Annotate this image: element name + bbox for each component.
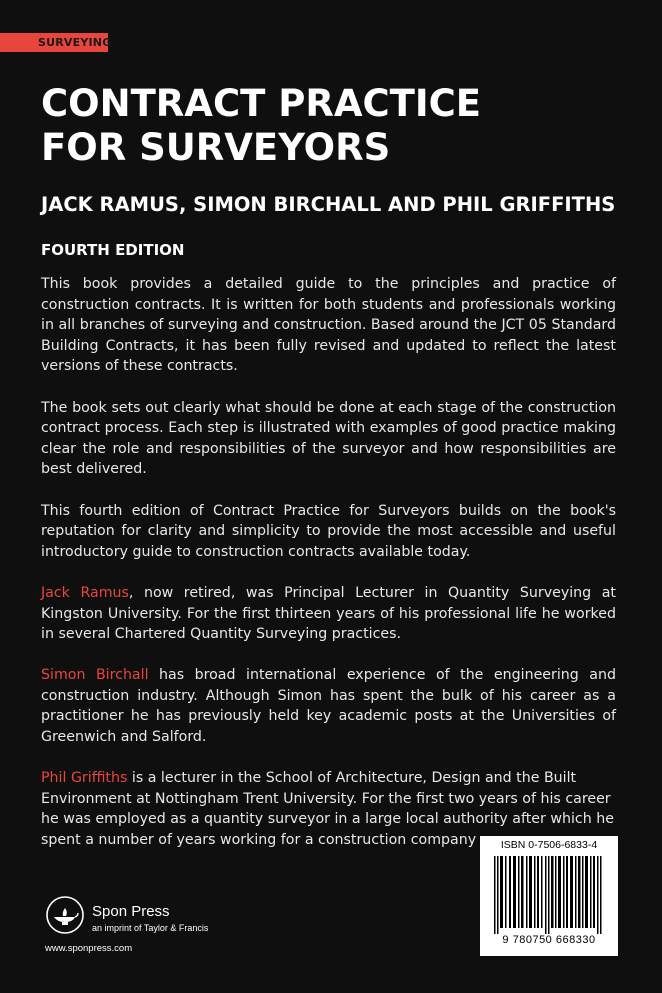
- title-line-1: CONTRACT PRACTICE: [41, 82, 482, 125]
- lamp-icon: [45, 895, 85, 935]
- publisher-block: [45, 895, 265, 965]
- bio-name: Jack Ramus: [41, 584, 129, 601]
- edition: FOURTH EDITION: [41, 241, 185, 259]
- paragraph-1: This book provides a detailed guide to the principles and practice of construction contracts. It is written for both students and professionals working in all branches of surveying and construction. Based around the JCT 05 Standard Building Contracts, it has been fully revised and updated to reflect the latest versions of these contracts.: [41, 276, 616, 375]
- publisher-url: www.sponpress.com: [45, 943, 133, 954]
- publisher-name: Spon Press: [92, 903, 170, 920]
- barcode-panel: [480, 836, 618, 956]
- paragraph-2: The book sets out clearly what should be done at each stage of the construction contract process. Each step is illustrated with examples of good practice making clear the role and responsibilities of the surveyor and how responsibilities are best delivered.: [41, 399, 616, 478]
- bio-text: , now retired, was Principal Lecturer in Quantity Surveying at Kingston University. For the first thirteen years of his professional life he worked in several Chartered Quantity Surveying practices.: [41, 584, 616, 643]
- barcode-graphic: [480, 856, 618, 934]
- paragraph-3: This fourth edition of Contract Practice for Surveyors builds on the book's reputation for clarity and simplicity to provide the most accessible and useful introductory guide to construction contracts available today.: [41, 502, 616, 560]
- barcode-number: 9 780750 668330: [502, 934, 596, 946]
- authors: JACK RAMUS, SIMON BIRCHALL AND PHIL GRIFFITHS: [41, 193, 616, 216]
- isbn-label: ISBN 0-7506-6833-4: [500, 839, 598, 851]
- series-tag: SURVEYING: [0, 33, 108, 52]
- bio-jack-ramus: [41, 583, 616, 645]
- bio-name: Simon Birchall: [41, 667, 149, 684]
- bio-name: Phil Griffiths: [41, 770, 128, 787]
- publisher-imprint: an imprint of Taylor & Francis: [92, 923, 209, 933]
- title-line-2: FOR SURVEYORS: [41, 126, 391, 169]
- blurb: [41, 274, 616, 851]
- bio-text: has broad international experience of the engineering and construction industry. Although Simon has spent the bulk of his career as a practitioner he has previously held key academic posts at the Universities of Greenwich and Salford.: [41, 667, 617, 746]
- bio-simon-birchall: [41, 665, 616, 747]
- book-title: [41, 82, 481, 170]
- bio-text: is a lecturer in the School of Architecture, Design and the Built Environment at Nottingham Trent University. For the first two years of his career he was employed as a quantity surveyor in a large local authority after which he spent a number of years working for a construction company: [41, 770, 614, 849]
